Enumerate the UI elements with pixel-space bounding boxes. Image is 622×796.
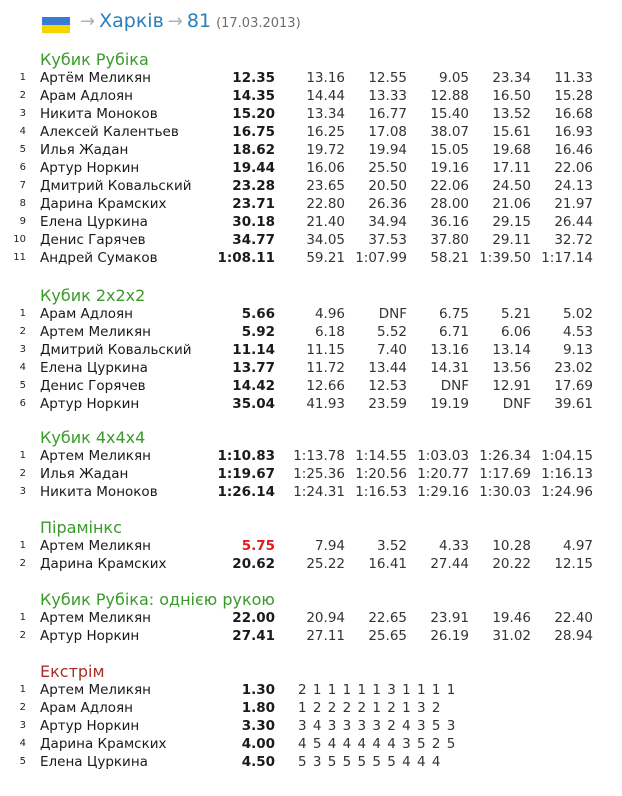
attempt-time: 58.21 (430, 250, 469, 266)
place-number: 8 (19, 198, 26, 209)
best-result: 34.77 (232, 232, 275, 248)
attempt-time: 31.02 (492, 628, 531, 644)
breadcrumb-competition-link[interactable]: 81 (186, 10, 212, 32)
attempt-time: 10.28 (492, 538, 531, 554)
attempt-time: 19.68 (492, 142, 531, 158)
place-number: 2 (19, 468, 26, 479)
place-number: 9 (19, 216, 26, 227)
result-row (0, 377, 622, 395)
attempt-time: 22.06 (554, 160, 593, 176)
result-row (0, 483, 622, 501)
attempt-time: 7.94 (314, 538, 345, 554)
competitor-name: Артём Меликян (40, 70, 151, 86)
attempt-time: 5.52 (376, 324, 407, 340)
place-number: 6 (19, 398, 26, 409)
attempt-time: 34.94 (368, 214, 407, 230)
attempt-time: 37.53 (368, 232, 407, 248)
event-title: Кубик Рубіка (40, 50, 149, 69)
attempt-time: 37.80 (430, 232, 469, 248)
best-result: 1.80 (241, 700, 275, 716)
best-result: 14.35 (232, 88, 275, 104)
attempt-time: DNF (502, 396, 531, 412)
breadcrumb-arrow-icon: → (167, 11, 183, 32)
result-row (0, 395, 622, 413)
attempt-time: 1:25.36 (293, 466, 345, 482)
attempt-time: 28.94 (554, 628, 593, 644)
result-row (0, 69, 622, 87)
attempt-time: 23.59 (368, 396, 407, 412)
result-row (0, 249, 622, 267)
flag-yellow-stripe (42, 25, 70, 33)
attempt-time: 16.77 (368, 106, 407, 122)
attempt-time: 17.11 (492, 160, 531, 176)
place-number: 4 (19, 362, 26, 373)
competitor-name: Арам Адлоян (40, 306, 133, 322)
attempt-time: 19.46 (492, 610, 531, 626)
attempt-time: 21.40 (306, 214, 345, 230)
attempt-time: 20.50 (368, 178, 407, 194)
attempt-time: 6.71 (438, 324, 469, 340)
best-result: 5.66 (241, 306, 275, 322)
attempt-time: 12.91 (492, 378, 531, 394)
result-row (0, 447, 622, 465)
attempt-time: 38.07 (430, 124, 469, 140)
attempt-time: 13.16 (306, 70, 345, 86)
best-result: 20.62 (232, 556, 275, 572)
attempt-time: 20.94 (306, 610, 345, 626)
attempt-time: 21.97 (554, 196, 593, 212)
attempt-time: 19.16 (430, 160, 469, 176)
competitor-name: Андрей Сумаков (40, 250, 158, 266)
best-result: 12.35 (232, 70, 275, 86)
place-number: 2 (19, 702, 26, 713)
result-row (0, 123, 622, 141)
result-row (0, 609, 622, 627)
attempt-time: 13.34 (306, 106, 345, 122)
competitor-name: Елена Цуркина (40, 360, 148, 376)
place-number: 11 (13, 252, 26, 263)
competitor-name: Алексей Калентьев (40, 124, 179, 140)
place-number: 7 (19, 180, 26, 191)
result-row (0, 305, 622, 323)
place-number: 3 (19, 486, 26, 497)
attempt-time: 1:17.14 (541, 250, 593, 266)
result-row (0, 681, 622, 699)
result-row (0, 753, 622, 771)
attempt-time: 1:16.13 (541, 466, 593, 482)
best-result: 30.18 (232, 214, 275, 230)
place-number: 1 (19, 450, 26, 461)
attempt-time: 13.44 (368, 360, 407, 376)
best-result: 19.44 (232, 160, 275, 176)
competitor-name: Денис Горячев (40, 378, 146, 394)
place-number: 5 (19, 756, 26, 767)
attempt-time: 1:04.15 (541, 448, 593, 464)
competitor-name: Илья Жадан (40, 142, 129, 158)
place-number: 1 (19, 72, 26, 83)
flag-blue-stripe (42, 17, 70, 25)
best-result: 23.28 (232, 178, 275, 194)
attempt-time: 36.16 (430, 214, 469, 230)
result-row (0, 627, 622, 645)
result-row (0, 717, 622, 735)
breadcrumb-city-link[interactable]: Харків (99, 10, 164, 32)
attempt-time: 9.05 (438, 70, 469, 86)
attempt-time: 24.50 (492, 178, 531, 194)
page-header (42, 10, 301, 36)
attempt-time: 34.05 (306, 232, 345, 248)
attempt-time: 26.44 (554, 214, 593, 230)
attempt-time: 15.05 (430, 142, 469, 158)
event-title: Кубик 2x2x2 (40, 286, 146, 305)
competitor-name: Артем Меликян (40, 538, 151, 554)
extreme-sequence: 4 5 4 4 4 4 4 3 5 2 5 (298, 736, 456, 752)
attempt-time: 6.18 (314, 324, 345, 340)
place-number: 5 (19, 144, 26, 155)
attempt-time: 14.44 (306, 88, 345, 104)
attempt-time: 25.50 (368, 160, 407, 176)
competitor-name: Никита Моноков (40, 106, 158, 122)
event-title: Кубик Рубіка: однією рукою (40, 590, 275, 609)
attempt-time: 1:07.99 (355, 250, 407, 266)
result-row (0, 177, 622, 195)
result-row (0, 231, 622, 249)
best-result: 14.42 (232, 378, 275, 394)
attempt-time: 28.00 (430, 196, 469, 212)
best-result: 4.00 (241, 736, 275, 752)
event-title: Екстрім (40, 662, 105, 681)
competitor-name: Арам Адлоян (40, 88, 133, 104)
competitor-name: Артем Меликян (40, 682, 151, 698)
competitor-name: Артем Меликян (40, 610, 151, 626)
attempt-time: 16.46 (554, 142, 593, 158)
attempt-time: 24.13 (554, 178, 593, 194)
attempt-time: 22.40 (554, 610, 593, 626)
competitor-name: Дарина Крамских (40, 736, 167, 752)
attempt-time: 1:14.55 (355, 448, 407, 464)
place-number: 2 (19, 90, 26, 101)
attempt-time: 25.65 (368, 628, 407, 644)
result-row (0, 555, 622, 573)
result-row (0, 465, 622, 483)
attempt-time: 1:20.56 (355, 466, 407, 482)
attempt-time: 1:16.53 (355, 484, 407, 500)
result-row (0, 87, 622, 105)
event-title: Пірамінкс (40, 518, 122, 537)
attempt-time: DNF (440, 378, 469, 394)
place-number: 3 (19, 720, 26, 731)
best-result: 1:10.83 (217, 448, 275, 464)
result-row (0, 341, 622, 359)
place-number: 5 (19, 380, 26, 391)
attempt-time: 12.15 (554, 556, 593, 572)
competitor-name: Елена Цуркина (40, 754, 148, 770)
attempt-time: 5.21 (500, 306, 531, 322)
attempt-time: 9.13 (562, 342, 593, 358)
attempt-time: 6.06 (500, 324, 531, 340)
competition-date: (17.03.2013) (216, 16, 301, 31)
attempt-time: 27.44 (430, 556, 469, 572)
attempt-time: 16.41 (368, 556, 407, 572)
attempt-time: 7.40 (376, 342, 407, 358)
attempt-time: 23.02 (554, 360, 593, 376)
attempt-time: 22.06 (430, 178, 469, 194)
attempt-time: 29.15 (492, 214, 531, 230)
attempt-time: 20.22 (492, 556, 531, 572)
competitor-name: Артур Норкин (40, 718, 140, 734)
result-row (0, 359, 622, 377)
result-row (0, 141, 622, 159)
competitor-name: Артем Меликян (40, 324, 151, 340)
result-row (0, 195, 622, 213)
attempt-time: 1:24.31 (293, 484, 345, 500)
attempt-time: 22.65 (368, 610, 407, 626)
attempt-time: 25.22 (306, 556, 345, 572)
competitor-name: Илья Жадан (40, 466, 129, 482)
place-number: 2 (19, 326, 26, 337)
attempt-time: 16.25 (306, 124, 345, 140)
attempt-time: 12.55 (368, 70, 407, 86)
attempt-time: 1:13.78 (293, 448, 345, 464)
attempt-time: 5.02 (562, 306, 593, 322)
attempt-time: 23.65 (306, 178, 345, 194)
attempt-time: 12.53 (368, 378, 407, 394)
attempt-time: 13.14 (492, 342, 531, 358)
best-result: 13.77 (232, 360, 275, 376)
result-row (0, 537, 622, 555)
attempt-time: 13.52 (492, 106, 531, 122)
attempt-time: 26.19 (430, 628, 469, 644)
result-row (0, 735, 622, 753)
attempt-time: 4.96 (314, 306, 345, 322)
place-number: 1 (19, 308, 26, 319)
best-result: 1.30 (241, 682, 275, 698)
best-result: 11.14 (232, 342, 275, 358)
attempt-time: 41.93 (306, 396, 345, 412)
breadcrumb-arrow-icon: → (80, 11, 96, 32)
place-number: 1 (19, 612, 26, 623)
best-result: 22.00 (232, 610, 275, 626)
attempt-time: 15.40 (430, 106, 469, 122)
best-result: 5.92 (241, 324, 275, 340)
result-row (0, 323, 622, 341)
attempt-time: 15.28 (554, 88, 593, 104)
attempt-time: 15.61 (492, 124, 531, 140)
attempt-time: 21.06 (492, 196, 531, 212)
competitor-name: Дмитрий Ковальский (40, 342, 192, 358)
attempt-time: 12.66 (306, 378, 345, 394)
attempt-time: 32.72 (554, 232, 593, 248)
competitor-name: Дарина Крамских (40, 196, 167, 212)
result-row (0, 699, 622, 717)
place-number: 10 (13, 234, 26, 245)
competitor-name: Артур Норкин (40, 160, 140, 176)
attempt-time: 14.31 (430, 360, 469, 376)
competitor-name: Артур Норкин (40, 396, 140, 412)
attempt-time: 23.91 (430, 610, 469, 626)
attempt-time: 19.94 (368, 142, 407, 158)
place-number: 6 (19, 162, 26, 173)
best-result: 35.04 (232, 396, 275, 412)
attempt-time: 17.69 (554, 378, 593, 394)
attempt-time: 23.34 (492, 70, 531, 86)
attempt-time: 4.97 (562, 538, 593, 554)
attempt-time: 26.36 (368, 196, 407, 212)
best-result: 4.50 (241, 754, 275, 770)
competitor-name: Дмитрий Ковальский (40, 178, 192, 194)
best-result: 1:26.14 (217, 484, 275, 500)
attempt-time: 1:39.50 (479, 250, 531, 266)
attempt-time: 16.50 (492, 88, 531, 104)
attempt-time: 19.72 (306, 142, 345, 158)
best-result: 1:08.11 (217, 250, 275, 266)
ukraine-flag-icon (42, 17, 70, 33)
place-number: 4 (19, 738, 26, 749)
competitor-name: Елена Цуркина (40, 214, 148, 230)
extreme-sequence: 1 2 2 2 2 1 2 1 3 2 (298, 700, 441, 716)
attempt-time: 1:17.69 (479, 466, 531, 482)
place-number: 1 (19, 540, 26, 551)
attempt-time: 13.16 (430, 342, 469, 358)
attempt-time: 59.21 (306, 250, 345, 266)
attempt-time: 22.80 (306, 196, 345, 212)
best-result: 15.20 (232, 106, 275, 122)
attempt-time: 1:24.96 (541, 484, 593, 500)
attempt-time: 1:30.03 (479, 484, 531, 500)
competitor-name: Артур Норкин (40, 628, 140, 644)
best-result: 18.62 (232, 142, 275, 158)
attempt-time: 13.33 (368, 88, 407, 104)
competitor-name: Никита Моноков (40, 484, 158, 500)
attempt-time: 16.93 (554, 124, 593, 140)
event-title: Кубик 4x4x4 (40, 428, 146, 447)
attempt-time: 4.53 (562, 324, 593, 340)
best-result: 27.41 (232, 628, 275, 644)
best-result: 23.71 (232, 196, 275, 212)
attempt-time: 1:20.77 (417, 466, 469, 482)
extreme-sequence: 5 3 5 5 5 5 5 4 4 4 (298, 754, 441, 770)
result-row (0, 159, 622, 177)
attempt-time: 27.11 (306, 628, 345, 644)
attempt-time: 4.33 (438, 538, 469, 554)
attempt-time: 17.08 (368, 124, 407, 140)
best-result: 16.75 (232, 124, 275, 140)
competitor-name: Арам Адлоян (40, 700, 133, 716)
result-row (0, 105, 622, 123)
place-number: 4 (19, 126, 26, 137)
extreme-sequence: 2 1 1 1 1 1 3 1 1 1 1 (298, 682, 456, 698)
attempt-time: 13.56 (492, 360, 531, 376)
competitor-name: Артем Меликян (40, 448, 151, 464)
result-row (0, 213, 622, 231)
attempt-time: 1:29.16 (417, 484, 469, 500)
attempt-time: 12.88 (430, 88, 469, 104)
attempt-time: 3.52 (376, 538, 407, 554)
best-result: 1:19.67 (217, 466, 275, 482)
attempt-time: 16.06 (306, 160, 345, 176)
attempt-time: 29.11 (492, 232, 531, 248)
place-number: 1 (19, 684, 26, 695)
attempt-time: 11.15 (306, 342, 345, 358)
attempt-time: 19.19 (430, 396, 469, 412)
attempt-time: 1:03.03 (417, 448, 469, 464)
place-number: 3 (19, 344, 26, 355)
attempt-time: DNF (378, 306, 407, 322)
competitor-name: Денис Гарячев (40, 232, 146, 248)
place-number: 2 (19, 630, 26, 641)
attempt-time: 11.72 (306, 360, 345, 376)
attempt-time: 1:26.34 (479, 448, 531, 464)
attempt-time: 6.75 (438, 306, 469, 322)
attempt-time: 16.68 (554, 106, 593, 122)
extreme-sequence: 3 4 3 3 3 3 2 4 3 5 3 (298, 718, 456, 734)
competitor-name: Дарина Крамских (40, 556, 167, 572)
attempt-time: 39.61 (554, 396, 593, 412)
best-result: 3.30 (241, 718, 275, 734)
best-result: 5.75 (241, 538, 275, 554)
attempt-time: 11.33 (554, 70, 593, 86)
place-number: 2 (19, 558, 26, 569)
place-number: 3 (19, 108, 26, 119)
